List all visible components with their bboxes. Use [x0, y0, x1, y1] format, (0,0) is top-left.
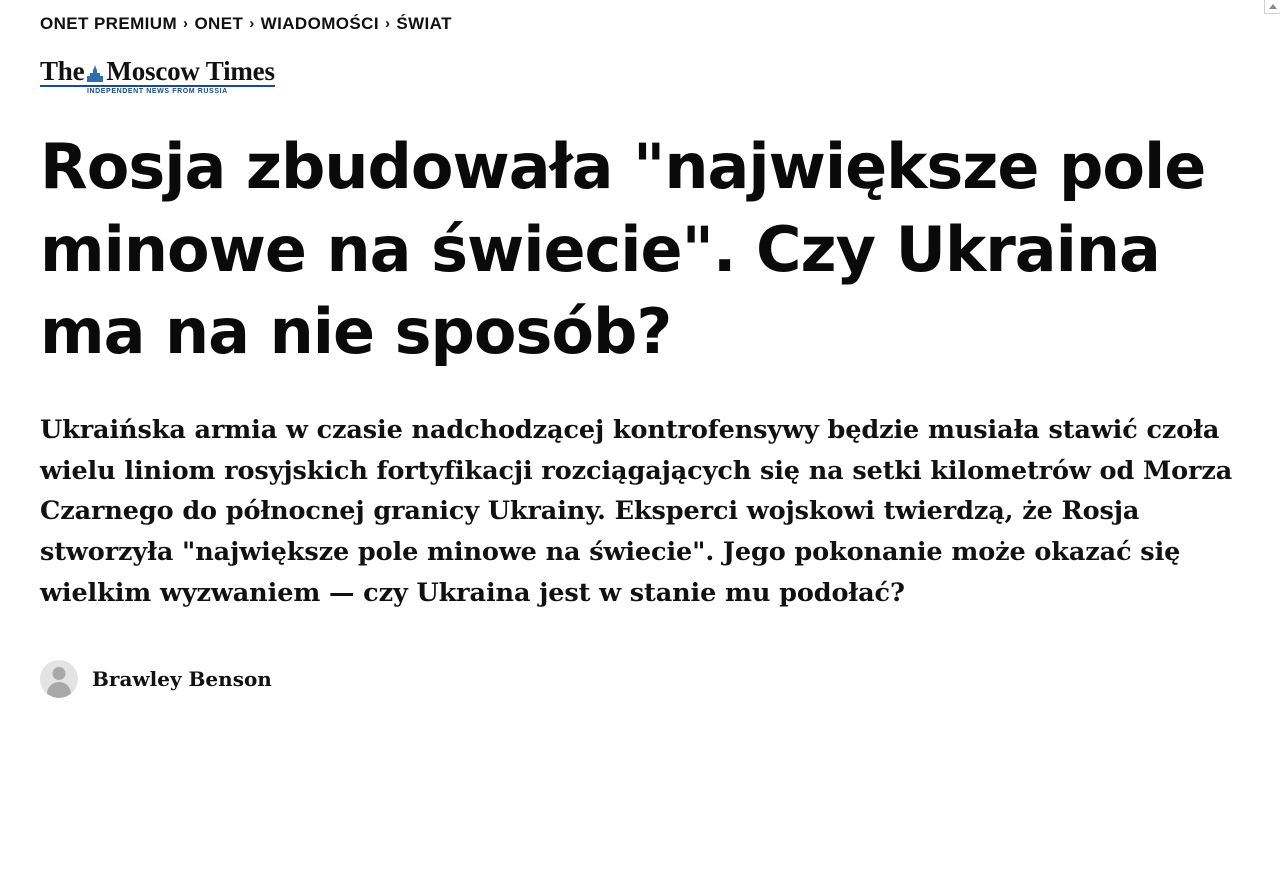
author-name[interactable]: Brawley Benson	[92, 666, 272, 691]
breadcrumb-item-swiat[interactable]: ŚWIAT	[396, 14, 452, 33]
breadcrumb-separator-icon: ›	[183, 15, 189, 33]
moscow-times-logo[interactable]	[40, 56, 275, 96]
logo-tagline: INDEPENDENT NEWS FROM RUSSIA	[86, 88, 228, 96]
logo-wordmark	[40, 56, 275, 86]
breadcrumb-item-onet-premium[interactable]: ONET PREMIUM	[40, 14, 178, 33]
avatar	[40, 660, 78, 698]
breadcrumb-separator-icon: ›	[384, 15, 391, 33]
logo-word-moscow-times: Moscow Times	[106, 56, 275, 87]
breadcrumb	[40, 0, 1240, 34]
author-byline[interactable]	[40, 660, 1240, 698]
breadcrumb-item-wiadomosci[interactable]: WIADOMOŚCI	[260, 14, 379, 33]
page-title: Rosja zbudowała "największe pole minowe na świecie". Czy Ukraina ma na nie sposób?	[40, 130, 1206, 369]
breadcrumb-separator-icon: ›	[249, 15, 255, 33]
breadcrumb-item-onet[interactable]: ONET	[194, 14, 244, 33]
article-lead: Ukraińska armia w czasie nadchodzącej kontrofensywy będzie musiała stawić czoła wielu liniom rosyjskich fortyfikacji rozciągających się na setki kilometrów od Morza Czarnego do północnej granicy Ukrainy. Eksperci wojskowi twierdzą, że Rosja stworzyła "największe pole minowe na świecie". Jego pokonanie może okazać się wielkim wyzwaniem — czy Ukraina jest w stanie mu podołać?	[40, 414, 1233, 608]
publisher-masthead[interactable]	[40, 56, 1240, 96]
kremlin-tower-icon	[84, 59, 106, 77]
avatar-body-shape	[47, 682, 71, 698]
avatar-head-shape	[53, 667, 66, 680]
chevron-up-icon	[1269, 4, 1277, 9]
logo-word-the: The	[40, 56, 85, 87]
scrollbar-up-arrow[interactable]	[1264, 0, 1280, 14]
